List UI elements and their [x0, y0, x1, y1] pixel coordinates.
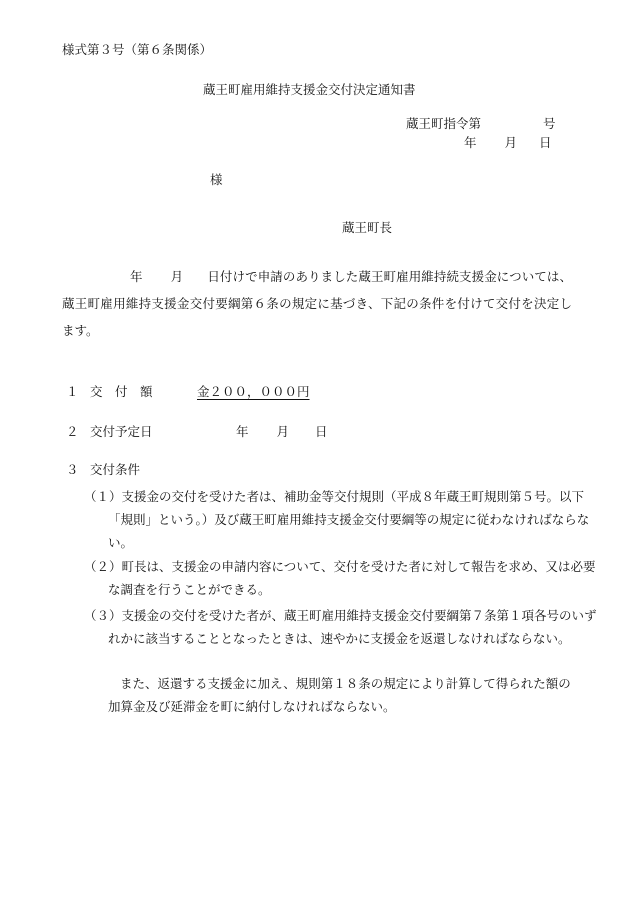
- section-2-number: ２: [66, 424, 79, 439]
- doc-number-prefix: 蔵王町指令第: [406, 116, 482, 131]
- section-1-label: 交 付 額: [90, 384, 153, 399]
- body-paragraph: [62, 263, 572, 344]
- date-day: 日: [539, 135, 552, 150]
- payment-date: [236, 426, 328, 439]
- condition-3-extra: また、返還する支援金に加え、規則第１８条の規定により計算して得られた額の加算金及び延滞金を町に納付しなければならない。: [108, 676, 571, 714]
- recipient-suffix: 様: [210, 172, 223, 187]
- section-3-number: ３: [66, 462, 79, 477]
- date-month: 月: [504, 135, 518, 150]
- section-2-label: 交付予定日: [90, 424, 153, 439]
- doc-number-suffix: 号: [543, 116, 556, 131]
- payment-month: 月: [276, 424, 290, 439]
- section-3-label: 交付条件: [90, 462, 141, 477]
- payment-year: 年: [236, 424, 249, 439]
- body-month: 月: [170, 269, 184, 284]
- body-text: 日付けで申請のありました蔵王町雇用維持続支援金については、蔵王町雇用維持支援金交付要綱第６条の規定に基づき、下記の条件を付けて交付を決定します。: [62, 269, 572, 338]
- document-title: 蔵王町雇用維持支援金交付決定通知書: [203, 82, 416, 97]
- form-label: 様式第３号（第６条関係）: [62, 42, 213, 57]
- date-year: 年: [464, 135, 477, 150]
- condition-1: （１）支援金の交付を受けた者は、補助金等交付規則（平成８年蔵王町規則第５号。以下「規則」という。）及び蔵王町雇用維持支援金交付要綱等の規定に従わなければならない。: [84, 489, 590, 550]
- grant-amount: 金２００，０００円: [197, 384, 310, 399]
- body-year: 年: [130, 269, 143, 284]
- section-1-number: １: [66, 384, 79, 399]
- condition-2: （２）町長は、支援金の申請内容について、交付を受けた者に対して報告を求め、又は必要な調査を行うことができる。: [84, 559, 596, 597]
- issuer: 蔵王町長: [342, 220, 393, 235]
- payment-day: 日: [315, 424, 328, 439]
- condition-3: （３）支援金の交付を受けた者が、蔵王町雇用維持支援金交付要綱第７条第１項各号のいずれかに該当することとなったときは、速やかに支援金を返還しなければならない。: [84, 608, 597, 646]
- issue-date: [464, 137, 552, 150]
- document-number: [406, 118, 556, 131]
